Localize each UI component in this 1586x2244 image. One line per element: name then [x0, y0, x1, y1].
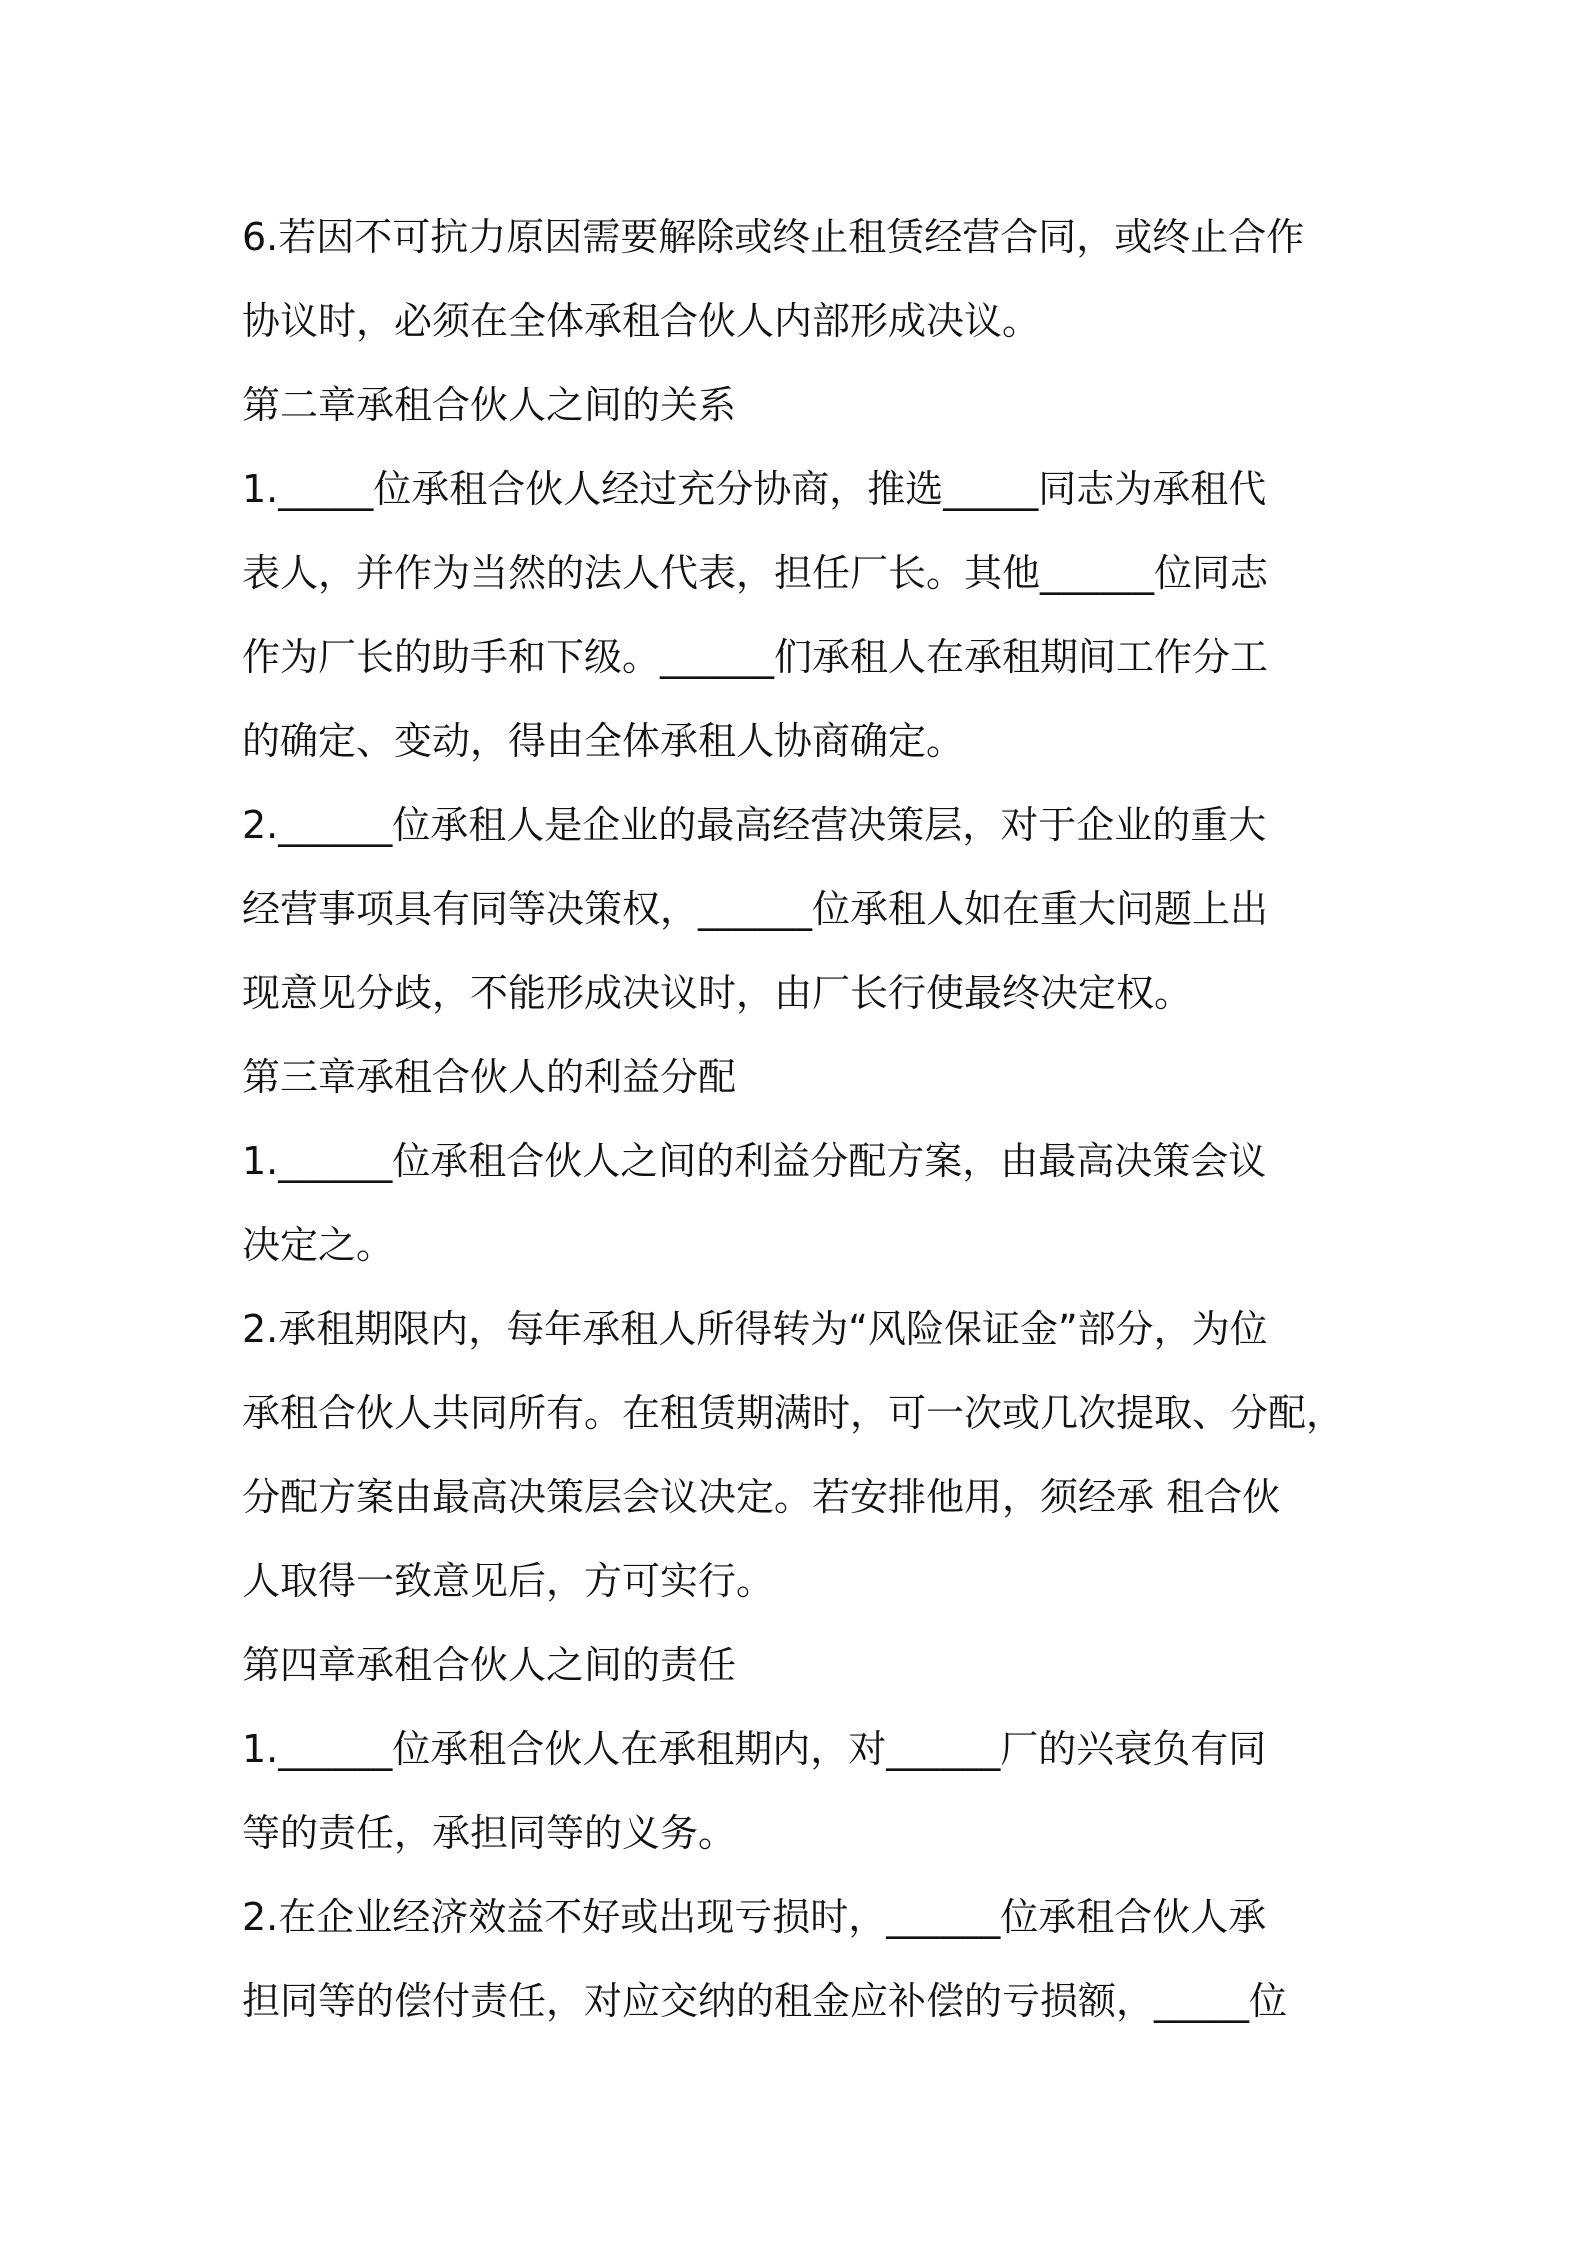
ch3-clause-2-line-3: 分配方案由最高决策层会议决定。若安排他用，须经承 租合伙 [242, 1475, 1281, 1519]
clause-6-line-2: 协议时，必须在全体承租合伙人内部形成决议。 [242, 299, 1041, 343]
ch3-clause-2-line-1: 2.承租期限内，每年承租人所得转为“风险保证金”部分，为位 [242, 1307, 1268, 1351]
ch4-clause-1-line-1: 1.______位承租合伙人在承租期内，对______厂的兴衰负有同 [242, 1727, 1267, 1771]
ch3-clause-1-line-2: 决定之。 [242, 1223, 395, 1267]
clause-6-line-1: 6.若因不可抗力原因需要解除或终止租赁经营合同，或终止合作 [242, 215, 1305, 259]
ch3-clause-1-line-1: 1.______位承租合伙人之间的利益分配方案，由最高决策会议 [242, 1139, 1267, 1183]
ch2-clause-1-line-2: 表人，并作为当然的法人代表，担任厂长。其他______位同志 [242, 551, 1269, 595]
ch2-clause-1-line-1: 1._____位承租合伙人经过充分协商，推选_____同志为承租代 [242, 467, 1267, 511]
ch3-clause-2-line-2: 承租合伙人共同所有。在租赁期满时，可一次或几次提取、分配， [242, 1391, 1345, 1435]
document-body [242, 195, 1362, 2043]
ch2-clause-2-line-2: 经营事项具有同等决策权，______位承租人如在重大问题上出 [242, 887, 1269, 931]
chapter-2-heading: 第二章承租合伙人之间的关系 [242, 383, 737, 427]
ch2-clause-1-line-4: 的确定、变动，得由全体承租人协商确定。 [242, 719, 965, 763]
ch4-clause-2-line-2: 担同等的偿付责任，对应交纳的租金应补偿的亏损额，_____位 [242, 1979, 1288, 2023]
ch2-clause-2-line-3: 现意见分歧，不能形成决议时，由厂长行使最终决定权。 [242, 971, 1193, 1015]
ch3-clause-2-line-4: 人取得一致意见后，方可实行。 [242, 1559, 775, 1603]
ch4-clause-2-line-1: 2.在企业经济效益不好或出现亏损时，______位承租合伙人承 [242, 1895, 1267, 1939]
ch4-clause-1-line-2: 等的责任，承担同等的义务。 [242, 1811, 737, 1855]
ch2-clause-1-line-3: 作为厂长的助手和下级。______们承租人在承租期间工作分工 [242, 635, 1269, 679]
chapter-4-heading: 第四章承租合伙人之间的责任 [242, 1643, 737, 1687]
chapter-3-heading: 第三章承租合伙人的利益分配 [242, 1055, 737, 1099]
ch2-clause-2-line-1: 2.______位承租人是企业的最高经营决策层，对于企业的重大 [242, 803, 1267, 847]
